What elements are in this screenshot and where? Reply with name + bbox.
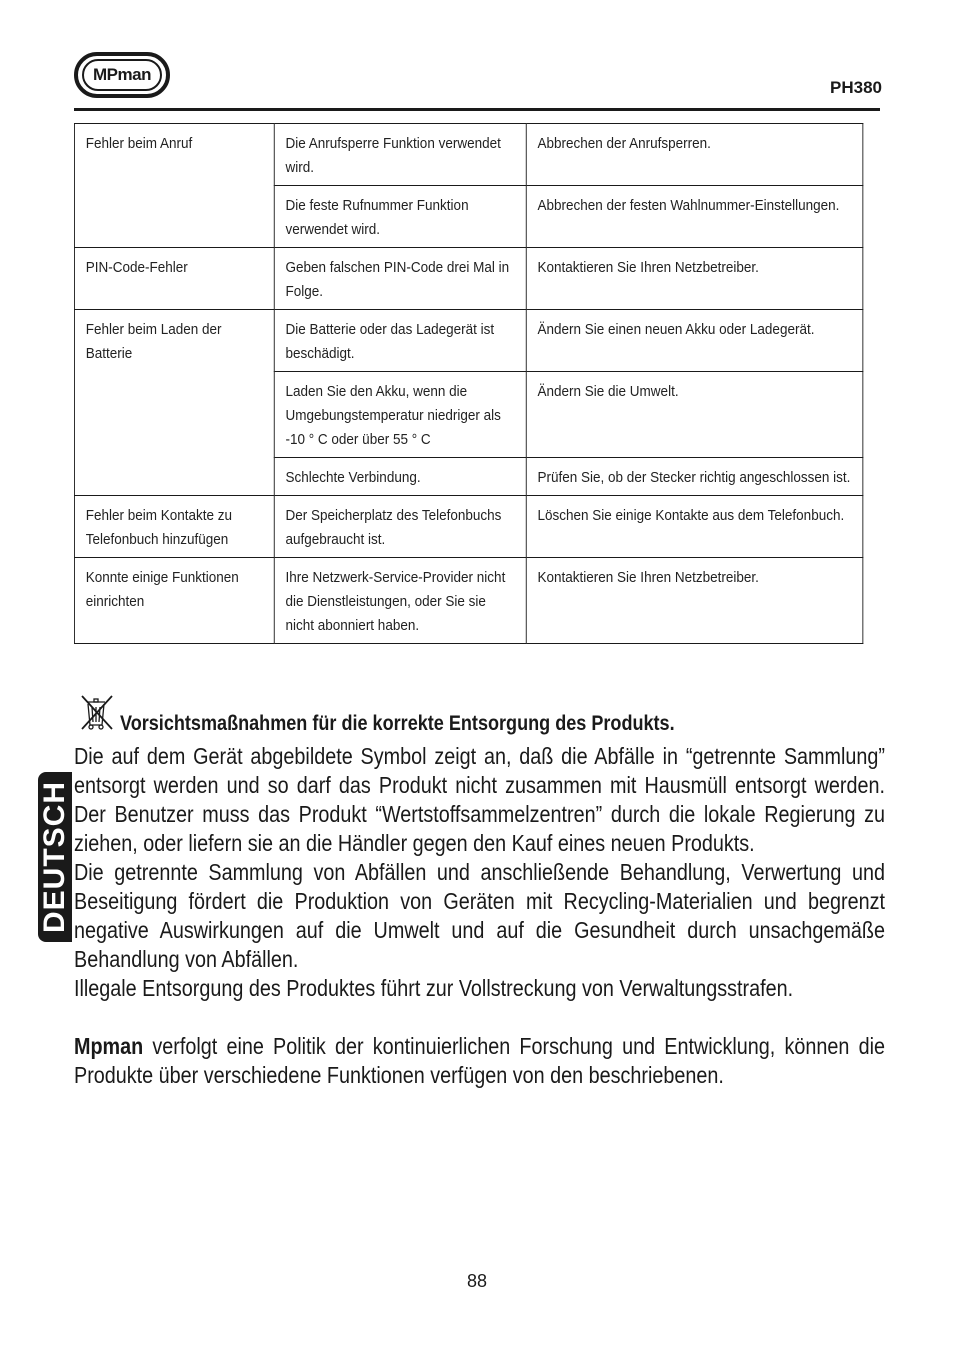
table-row <box>74 124 862 186</box>
solution-cell: Ändern Sie die Umwelt. <box>526 372 863 458</box>
cause-cell: Laden Sie den Akku, wenn die Umgebungstemperatur niedriger als -10 ° C oder über 55 ° C <box>274 372 526 458</box>
problem-cell: Fehler beim Anruf <box>74 124 274 248</box>
page-number: 88 <box>466 1271 488 1291</box>
troubleshooting-table <box>74 123 863 644</box>
disposal-paragraph: Die auf dem Gerät abgebildete Symbol zeigt an, daß die Abfälle in “getrennte Sammlung” entsorgt werden und so darf das Produkt nicht zusammen mit Hausmüll entsorgt werden. Der Benutzer muss das Produkt “Wertstoffsammelzentren” durch die lokale Regierung zu ziehen, oder liefern sie an die Händler gegen den Kauf eines neuen Produkts. <box>74 743 885 856</box>
table-row <box>74 310 862 372</box>
solution-cell: Abbrechen der Anrufsperren. <box>526 124 863 186</box>
cause-cell: Die feste Rufnummer Funktion verwendet wird. <box>274 186 526 248</box>
cause-cell: Schlechte Verbindung. <box>274 458 526 496</box>
language-tab-label: DEUTSCH <box>38 780 72 934</box>
problem-cell: Konnte einige Funktionen einrichten <box>74 558 274 644</box>
policy-text: verfolgt eine Politik der kontinuierlichen Forschung und Entwicklung, können die Produkte über verschiedene Funktionen verfügen von den beschriebenen. <box>74 1033 885 1088</box>
table-row <box>74 496 862 558</box>
brand-name: Mpman <box>74 1033 144 1059</box>
solution-cell: Ändern Sie einen neuen Akku oder Ladegerät. <box>526 310 863 372</box>
table-row <box>74 558 862 644</box>
problem-cell: Fehler beim Kontakte zu Telefonbuch hinzufügen <box>74 496 274 558</box>
body-text <box>74 742 885 1090</box>
logo-text: MPman <box>82 59 162 91</box>
solution-cell: Kontaktieren Sie Ihren Netzbetreiber. <box>526 248 863 310</box>
solution-cell: Löschen Sie einige Kontakte aus dem Telefonbuch. <box>526 496 863 558</box>
problem-cell: PIN-Code-Fehler <box>74 248 274 310</box>
table-row <box>74 248 862 310</box>
language-tab <box>38 772 72 942</box>
solution-cell: Abbrechen der festen Wahlnummer-Einstellungen. <box>526 186 863 248</box>
cause-cell: Ihre Netzwerk-Service-Provider nicht die Dienstleistungen, oder Sie sie nicht abonniert haben. <box>274 558 526 644</box>
solution-cell: Kontaktieren Sie Ihren Netzbetreiber. <box>526 558 863 644</box>
cause-cell: Der Speicherplatz des Telefonbuchs aufgebraucht ist. <box>274 496 526 558</box>
header-divider <box>74 108 880 111</box>
disposal-paragraph: Illegale Entsorgung des Produktes führt zur Vollstreckung von Verwaltungsstrafen. <box>74 975 794 1001</box>
disposal-heading: Vorsichtsmaßnahmen für die korrekte Entsorgung des Produkts. <box>120 712 675 735</box>
cause-cell: Die Batterie oder das Ladegerät ist beschädigt. <box>274 310 526 372</box>
policy-paragraph <box>74 1032 885 1090</box>
cause-cell: Geben falschen PIN-Code drei Mal in Folge. <box>274 248 526 310</box>
model-number: PH380 <box>830 78 882 97</box>
problem-cell: Fehler beim Laden der Batterie <box>74 310 274 496</box>
mpman-logo <box>74 52 170 98</box>
cause-cell: Die Anrufsperre Funktion verwendet wird. <box>274 124 526 186</box>
disposal-paragraph: Die getrennte Sammlung von Abfällen und anschließende Behandlung, Verwertung und Beseitigung fördert die Produktion von Geräten mit Recycling-Materialien und begrenzt negative Auswirkungen auf die Umwelt und auf die Gesundheit durch unsachgemäße Behandlung von Abfällen. <box>74 859 885 972</box>
solution-cell: Prüfen Sie, ob der Stecker richtig angeschlossen ist. <box>526 458 863 496</box>
crossed-bin-icon <box>76 692 118 732</box>
